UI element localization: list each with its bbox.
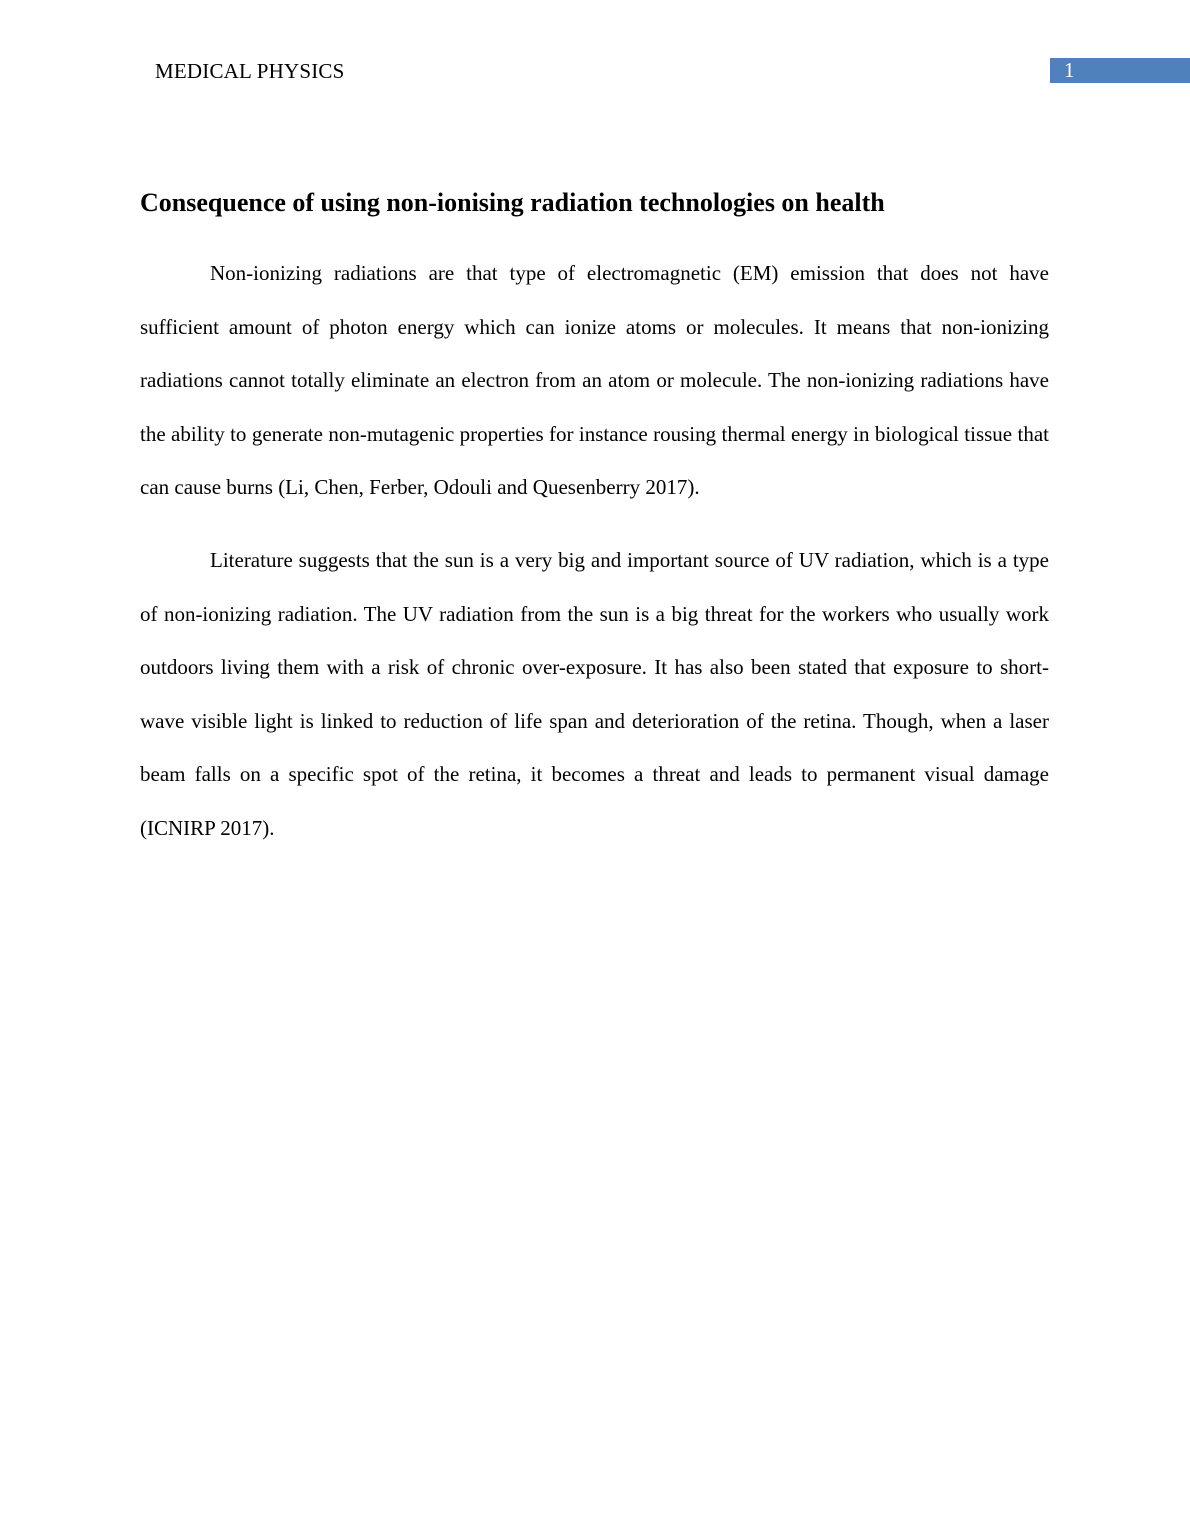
page-number: 1 xyxy=(1064,58,1075,82)
paragraph-uv-radiation: Literature suggests that the sun is a very big and important source of UV radiation, which is a type of non-ionizing radiation. The UV radiation from the sun is a big threat for the workers who usually work outdoors living them with a risk of chronic over-exposure. It has also been stated that exposure to short-wave visible light is linked to reduction of life span and deterioration of the retina. Though, when a laser beam falls on a specific spot of the retina, it becomes a threat and leads to permanent visual damage (ICNIRP 2017). xyxy=(140,547,1049,840)
running-head: MEDICAL PHYSICS xyxy=(155,59,345,83)
paragraph-non-ionizing-definition: Non-ionizing radiations are that type of electromagnetic (EM) emission that does not have sufficient amount of photon energy which can ionize atoms or molecules. It means that non-ionizing radiations cannot totally eliminate an electron from an atom or molecule. The non-ionizing radiations have the ability to generate non-mutagenic properties for instance rousing thermal energy in biological tissue that can cause burns (Li, Chen, Ferber, Odouli and Quesenberry 2017). xyxy=(140,261,1049,500)
document-body xyxy=(140,184,1049,856)
section-heading: Consequence of using non-ionising radiation technologies on health xyxy=(140,188,885,217)
